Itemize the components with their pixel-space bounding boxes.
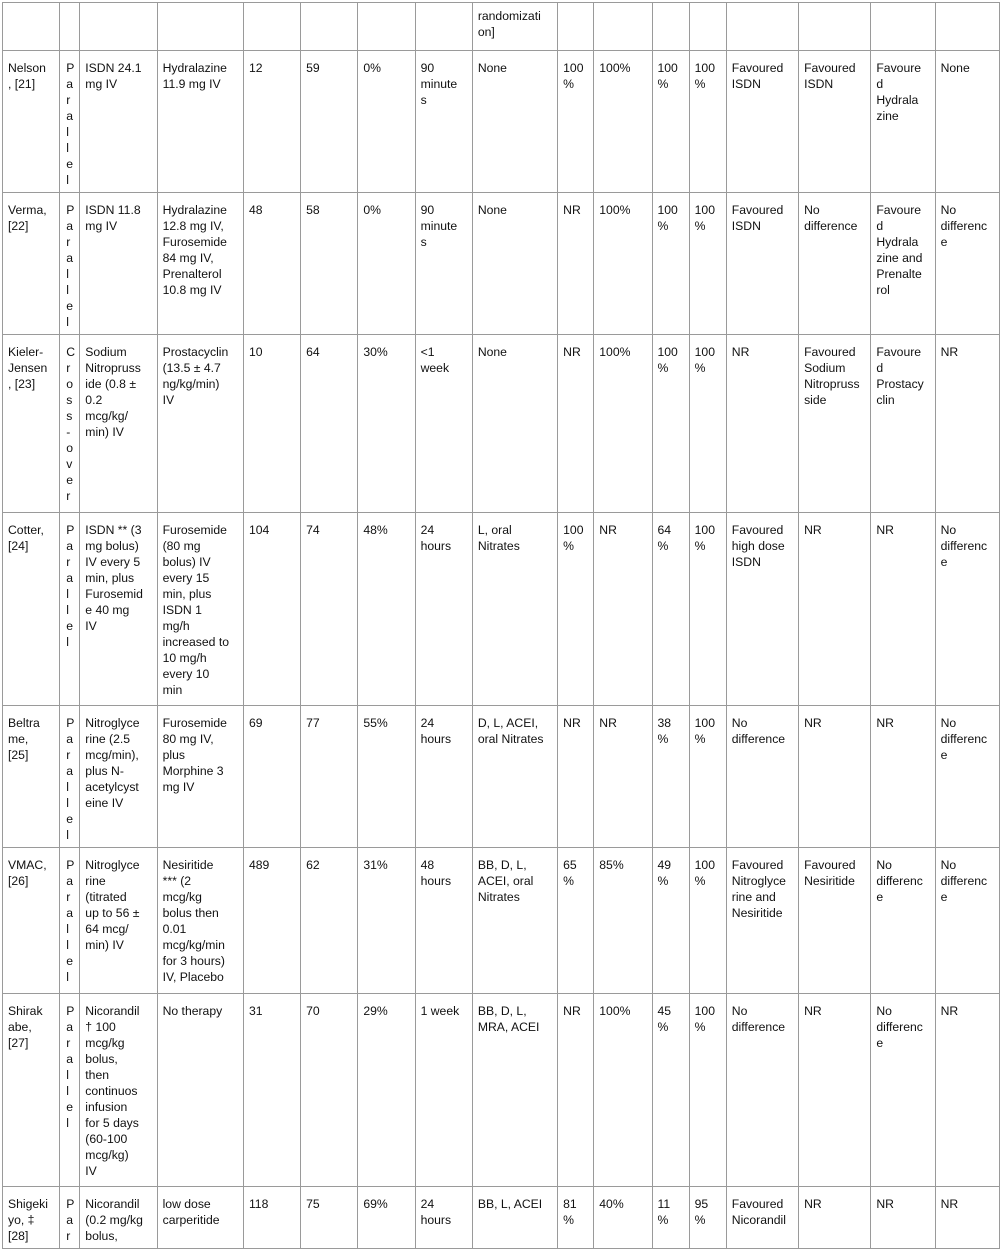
table-cell: 69%: [358, 1187, 415, 1249]
table-cell: No difference: [726, 706, 798, 848]
table-cell: L, oral Nitrates: [472, 513, 557, 706]
table-cell: 100%: [594, 51, 652, 193]
table-cell: 58: [301, 193, 358, 335]
table-cell: No differenc e: [935, 706, 999, 848]
table-cell: 64 %: [652, 513, 689, 706]
table-cell: None: [472, 335, 557, 513]
table-cell: [243, 3, 300, 51]
table-cell: Favoured Nicorandil: [726, 1187, 798, 1249]
table-cell: 100 %: [652, 335, 689, 513]
table-cell: low dose carperitide: [157, 1187, 243, 1249]
table-cell: [558, 3, 594, 51]
table-cell: P a r a l l e l: [60, 848, 80, 994]
table-cell: No differenc e: [871, 994, 935, 1187]
table-cell: [652, 3, 689, 51]
table-cell: Furosemide (80 mg bolus) IV every 15 min, plus ISDN 1 mg/h increased to 10 mg/h every 10 min: [157, 513, 243, 706]
table-cell: Favoured Nitroglyce rine and Nesiritide: [726, 848, 798, 994]
table-cell: Prostacyclin (13.5 ± 4.7 ng/kg/min) IV: [157, 335, 243, 513]
table-cell: P a r a l l e l: [60, 706, 80, 848]
table-cell: 30%: [358, 335, 415, 513]
table-cell: ISDN ** (3 mg bolus) IV every 5 min, plus Furosemid e 40 mg IV: [80, 513, 157, 706]
table-cell: 81 %: [558, 1187, 594, 1249]
table-cell: 100 %: [689, 335, 726, 513]
table-cell: 24 hours: [415, 1187, 472, 1249]
table-cell: 100 %: [689, 51, 726, 193]
table-cell: 38 %: [652, 706, 689, 848]
table-cell: NR: [935, 335, 999, 513]
table-cell: 104: [243, 513, 300, 706]
table-cell: NR: [799, 706, 871, 848]
table-cell: 24 hours: [415, 706, 472, 848]
table-cell: Beltra me, [25]: [3, 706, 60, 848]
table-cell: Favoure d Prostacy clin: [871, 335, 935, 513]
table-cell: NR: [726, 335, 798, 513]
table-cell: C r o s s - o v e r: [60, 335, 80, 513]
table-cell: No differenc e: [871, 848, 935, 994]
table-cell: Nitroglyce rine (titrated up to 56 ± 64 mcg/ min) IV: [80, 848, 157, 994]
table-cell: 74: [301, 513, 358, 706]
table-cell: No differenc e: [935, 513, 999, 706]
table-cell: P a r a l l e l: [60, 513, 80, 706]
table-cell: P a r a l l e l: [60, 51, 80, 193]
table-cell: None: [472, 51, 557, 193]
table-cell: [60, 3, 80, 51]
table-cell: P a r a l l e l: [60, 994, 80, 1187]
table-cell: ISDN 11.8 mg IV: [80, 193, 157, 335]
table-cell: No difference: [726, 994, 798, 1187]
table-cell: NR: [799, 994, 871, 1187]
table-row: [3, 193, 1000, 335]
table-row: [3, 513, 1000, 706]
table-cell: Favoured ISDN: [726, 51, 798, 193]
table-cell: 29%: [358, 994, 415, 1187]
table-cell: VMAC, [26]: [3, 848, 60, 994]
table-row: [3, 335, 1000, 513]
table-cell: NR: [935, 1187, 999, 1249]
table-cell: BB, D, L, ACEI, oral Nitrates: [472, 848, 557, 994]
table-cell: 59: [301, 51, 358, 193]
table-cell: [689, 3, 726, 51]
table-cell: Kieler- Jensen , [23]: [3, 335, 60, 513]
table-cell: No difference: [799, 193, 871, 335]
table-cell: Cotter, [24]: [3, 513, 60, 706]
table-cell: NR: [799, 1187, 871, 1249]
table-cell: Verma, [22]: [3, 193, 60, 335]
table-cell: ISDN 24.1 mg IV: [80, 51, 157, 193]
table-cell: NR: [871, 706, 935, 848]
table-cell: Favoured ISDN: [799, 51, 871, 193]
table-cell: [594, 3, 652, 51]
table-cell: Nicorandil (0.2 mg/kg bolus,: [80, 1187, 157, 1249]
table-cell: 49 %: [652, 848, 689, 994]
table-cell: NR: [558, 706, 594, 848]
table-row: [3, 848, 1000, 994]
table-row: [3, 1187, 1000, 1249]
table-cell: No therapy: [157, 994, 243, 1187]
table-cell: 1 week: [415, 994, 472, 1187]
table-cell: 48 hours: [415, 848, 472, 994]
table-cell: 90 minute s: [415, 51, 472, 193]
table-cell: 31: [243, 994, 300, 1187]
table-cell: No differenc e: [935, 193, 999, 335]
table-cell: randomizati on]: [472, 3, 557, 51]
table-cell: Favoure d Hydrala zine and Prenalte rol: [871, 193, 935, 335]
table-cell: 48: [243, 193, 300, 335]
table-cell: 100 %: [689, 513, 726, 706]
table-cell: [301, 3, 358, 51]
table-cell: 85%: [594, 848, 652, 994]
table-cell: Nesiritide *** (2 mcg/kg bolus then 0.01 mcg/kg/min for 3 hours) IV, Placebo: [157, 848, 243, 994]
table-cell: 100 %: [558, 513, 594, 706]
table-cell: 11 %: [652, 1187, 689, 1249]
table-cell: 70: [301, 994, 358, 1187]
table-cell: 24 hours: [415, 513, 472, 706]
table-cell: Favoured Sodium Nitropruss side: [799, 335, 871, 513]
table-cell: 12: [243, 51, 300, 193]
table-cell: NR: [871, 513, 935, 706]
table-cell: Hydralazine 12.8 mg IV, Furosemide 84 mg IV, Prenalterol 10.8 mg IV: [157, 193, 243, 335]
table-cell: BB, D, L, MRA, ACEI: [472, 994, 557, 1187]
table-cell: Nelson , [21]: [3, 51, 60, 193]
table-row: [3, 3, 1000, 51]
table-cell: P a r: [60, 1187, 80, 1249]
table-cell: 100 %: [689, 994, 726, 1187]
table-cell: Nitroglyce rine (2.5 mcg/min), plus N- acetylcyst eine IV: [80, 706, 157, 848]
table-row: [3, 51, 1000, 193]
table-cell: NR: [594, 513, 652, 706]
table-cell: 45 %: [652, 994, 689, 1187]
table-cell: 75: [301, 1187, 358, 1249]
table-cell: P a r a l l e l: [60, 193, 80, 335]
table-cell: BB, L, ACEI: [472, 1187, 557, 1249]
table-cell: 90 minute s: [415, 193, 472, 335]
table-row: [3, 994, 1000, 1187]
table-cell: 100 %: [558, 51, 594, 193]
table-cell: Furosemide 80 mg IV, plus Morphine 3 mg IV: [157, 706, 243, 848]
table-cell: Favoured Nesiritide: [799, 848, 871, 994]
table-cell: 100 %: [689, 848, 726, 994]
table-cell: 31%: [358, 848, 415, 994]
table-cell: No differenc e: [935, 848, 999, 994]
table-cell: Favoured ISDN: [726, 193, 798, 335]
trials-table: [2, 2, 1000, 1249]
table-cell: 48%: [358, 513, 415, 706]
table-cell: [726, 3, 798, 51]
table-cell: Hydralazine 11.9 mg IV: [157, 51, 243, 193]
table-cell: 118: [243, 1187, 300, 1249]
table-cell: D, L, ACEI, oral Nitrates: [472, 706, 557, 848]
table-cell: NR: [871, 1187, 935, 1249]
table-cell: Favoure d Hydrala zine: [871, 51, 935, 193]
table-cell: Shirak abe, [27]: [3, 994, 60, 1187]
table-cell: [3, 3, 60, 51]
table-cell: 489: [243, 848, 300, 994]
table-cell: [799, 3, 871, 51]
table-cell: Shigeki yo, ‡ [28]: [3, 1187, 60, 1249]
table-cell: [80, 3, 157, 51]
table-cell: 100 %: [652, 193, 689, 335]
table-cell: 95 %: [689, 1187, 726, 1249]
table-cell: Favoured high dose ISDN: [726, 513, 798, 706]
table-cell: NR: [558, 335, 594, 513]
table-cell: NR: [935, 994, 999, 1187]
table-cell: [415, 3, 472, 51]
table-cell: 40%: [594, 1187, 652, 1249]
table-cell: 100 %: [689, 193, 726, 335]
table-cell: [358, 3, 415, 51]
table-cell: None: [472, 193, 557, 335]
table-cell: 100%: [594, 193, 652, 335]
table-cell: NR: [594, 706, 652, 848]
table-cell: 69: [243, 706, 300, 848]
table-cell: 77: [301, 706, 358, 848]
table-cell: NR: [558, 994, 594, 1187]
table-cell: 64: [301, 335, 358, 513]
table-cell: 0%: [358, 51, 415, 193]
table-cell: 100 %: [652, 51, 689, 193]
table-cell: 100 %: [689, 706, 726, 848]
table-cell: [935, 3, 999, 51]
table-cell: Sodium Nitropruss ide (0.8 ± 0.2 mcg/kg/ min) IV: [80, 335, 157, 513]
table-cell: 10: [243, 335, 300, 513]
table-cell: 100%: [594, 335, 652, 513]
table-cell: [871, 3, 935, 51]
table-cell: NR: [799, 513, 871, 706]
table-cell: NR: [558, 193, 594, 335]
table-cell: 65 %: [558, 848, 594, 994]
table-cell: 55%: [358, 706, 415, 848]
table-cell: [157, 3, 243, 51]
table-cell: Nicorandil † 100 mcg/kg bolus, then continuos infusion for 5 days (60-100 mcg/kg) IV: [80, 994, 157, 1187]
table-cell: 100%: [594, 994, 652, 1187]
table-cell: <1 week: [415, 335, 472, 513]
table-cell: None: [935, 51, 999, 193]
table-cell: 62: [301, 848, 358, 994]
table-row: [3, 706, 1000, 848]
table-cell: 0%: [358, 193, 415, 335]
